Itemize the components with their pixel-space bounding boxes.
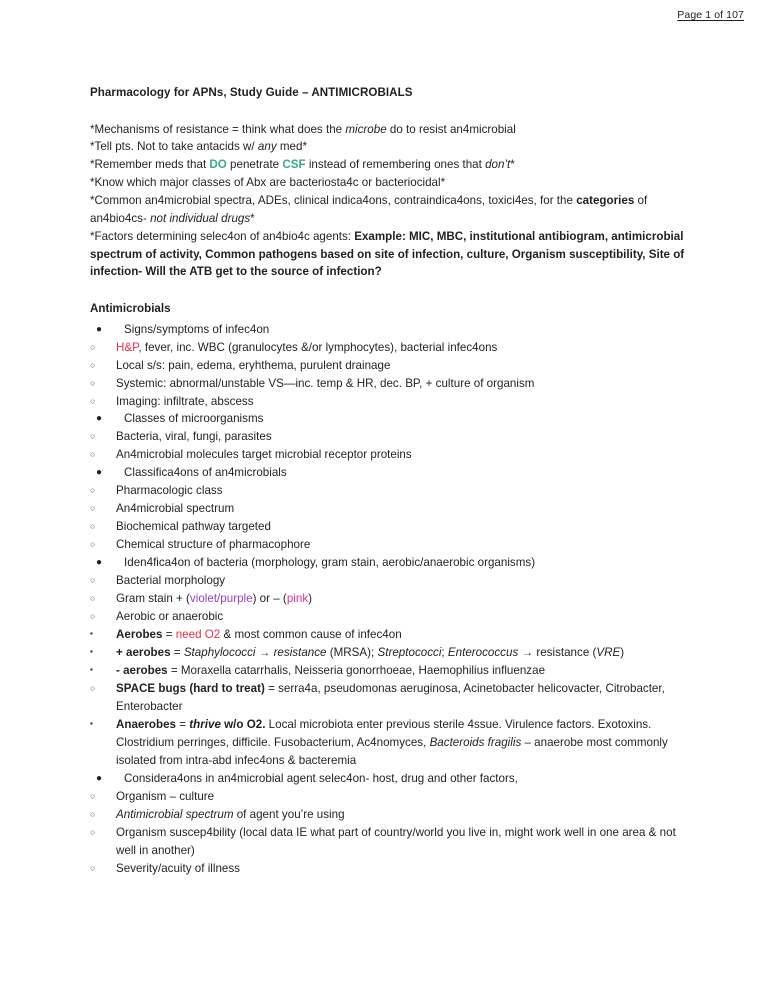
intro-line (90, 138, 690, 156)
text-run: (MRSA); (326, 646, 378, 660)
outline-item-l2 (90, 806, 690, 824)
outline-item-text (116, 590, 690, 608)
text-run: ) (308, 592, 312, 606)
text-run: resistance ( (536, 646, 597, 660)
outline-item-l3 (90, 644, 690, 662)
text-run: Example: MIC, MBC, institutional antibiogram, antimicrobial spectrum of activity, Common pathogens based on site of infection, culture, Organism susceptibility, Site of infection- Will the ATB get to the source of infection? (90, 229, 685, 279)
outline-sublist-l3 (90, 716, 690, 770)
bullet-marker-l1-icon: ● (96, 772, 103, 784)
text-run: ) or – ( (252, 592, 287, 606)
outline-item-l2 (90, 375, 690, 393)
text-run: Bacteria, viral, fungi, parasites (116, 430, 272, 444)
intro-line (90, 228, 690, 282)
bullet-marker-l2-icon: ○ (90, 503, 96, 514)
intro-line (90, 121, 690, 139)
text-run: Staphylococci (183, 646, 256, 660)
bullet-marker-l2-icon: ○ (90, 790, 96, 801)
outline-item-text (116, 446, 690, 464)
outline-item-text (116, 824, 690, 860)
outline-item-l2 (90, 860, 690, 878)
text-run: of agent you’re using (233, 807, 345, 821)
outline-item-l1 (96, 464, 690, 482)
text-run: H&P (116, 340, 139, 354)
outline-item-text (124, 464, 690, 482)
text-run: Local s/s: pain, edema, eryhthema, purulent drainage (116, 358, 391, 372)
text-run: = (162, 628, 176, 642)
text-run: Signs/symptoms of infec4on (124, 322, 270, 336)
bullet-marker-l2-icon: ○ (90, 431, 96, 442)
text-run: *Factors determining selec4on of an4bio4c agents: (90, 229, 355, 243)
text-run: → (518, 646, 537, 660)
intro-line (90, 156, 690, 174)
text-run: microbe (345, 122, 387, 136)
outline-item-l2 (90, 680, 690, 716)
text-run: *Mechanisms of resistance = think what does the (90, 122, 346, 136)
bullet-marker-l2-icon: ○ (90, 808, 96, 819)
text-run: med* (276, 140, 307, 154)
text-run: An4microbial molecules target microbial receptor proteins (116, 448, 412, 462)
outline-item-text (124, 321, 690, 339)
text-run: , fever, inc. WBC (granulocytes &/or lymphocytes), bacterial infec4ons (138, 340, 498, 354)
intro-line (90, 174, 690, 192)
text-run: Severity/acuity of illness (116, 861, 240, 875)
text-run: thrive (189, 717, 221, 731)
text-run: Imaging: infiltrate, abscess (116, 394, 254, 408)
outline-item-text (116, 608, 690, 626)
text-run: Antimicrobial spectrum (116, 807, 234, 821)
text-run: & most common cause of infec4on (220, 628, 402, 642)
text-run: – anaerobe most commonly isolated from intra-abd infec4ons & bacteremia (116, 735, 668, 767)
bullet-marker-l2-icon: ○ (90, 593, 96, 604)
outline-sublist-l2 (90, 482, 690, 554)
text-run: → (255, 646, 274, 660)
bullet-marker-l2-icon: ○ (90, 395, 96, 406)
outline-sublist-l2 (90, 788, 690, 878)
bullet-marker-l2-icon: ○ (90, 575, 96, 586)
outline-item-text (116, 500, 690, 518)
text-run: SPACE bugs (hard to treat) (116, 682, 265, 695)
bullet-marker-l2-icon: ○ (90, 341, 96, 352)
outline-item-text (116, 428, 690, 446)
document-body (90, 85, 690, 878)
outline-item-l2 (90, 339, 690, 357)
outline-item-l2 (90, 608, 690, 626)
bullet-marker-l2-icon: ○ (90, 359, 96, 370)
text-run: Bacteroids fragilis (429, 735, 522, 749)
bullet-marker-l3-icon: ▪ (90, 629, 93, 639)
outline-item-l2 (90, 446, 690, 464)
text-run: *Know which major classes of Abx are bacteriosta4c or bacteriocidal* (90, 176, 446, 190)
outline-item-text (116, 393, 690, 411)
text-run: Local microbiota enter previous sterile 4ssue. Virulence factors. Exotoxins. Clostridium perringes, difficile. Fusobacterium, Ac4nomyces, (116, 717, 652, 749)
text-run: any (257, 140, 277, 154)
intro-line (90, 192, 690, 228)
bullet-marker-l3-icon: ▪ (90, 665, 93, 675)
text-run: Classes of microorganisms (124, 412, 264, 426)
text-run: An4microbial spectrum (116, 502, 235, 516)
bullet-marker-l2-icon: ○ (90, 377, 96, 388)
text-run: categories (576, 194, 635, 208)
text-run: Anaerobes (116, 717, 177, 731)
outline-item-text (116, 860, 690, 878)
outline-sublist-l2 (90, 428, 690, 464)
text-run: * (510, 158, 515, 172)
outline-item-text (116, 357, 690, 375)
text-run: Considera4ons in an4microbial agent selec4on- host, drug and other factors, (124, 771, 518, 785)
text-run: *Tell pts. Not to take antacids w/ (90, 140, 258, 154)
text-run: do to resist an4microbial (386, 122, 516, 136)
outline-item-l2 (90, 536, 690, 554)
outline-item-l2 (90, 500, 690, 518)
text-run: Gram stain + ( (116, 592, 190, 606)
bullet-marker-l2-icon: ○ (90, 611, 96, 622)
bullet-marker-l3-icon: ▪ (90, 718, 93, 728)
text-run: Streptococci (377, 646, 442, 660)
bullet-marker-l2-icon: ○ (90, 683, 96, 693)
outline-item-l2 (90, 590, 690, 608)
bullet-marker-l1-icon: ● (96, 413, 103, 425)
text-run: Pharmacologic class (116, 484, 223, 498)
outline-item-text (124, 770, 690, 788)
bullet-marker-l2-icon: ○ (90, 826, 96, 837)
bullet-marker-l2-icon: ○ (90, 862, 96, 873)
text-run: Organism suscep4bility (local data IE what part of country/world you live in, might work well in one area & not well in another) (116, 825, 676, 857)
text-run: = (170, 646, 184, 660)
bullet-marker-l2-icon: ○ (90, 539, 96, 550)
text-run: *Common an4microbial spectra, ADEs, clinical indica4ons, contraindica4ons, toxici4es, for the (90, 194, 577, 208)
outline-sublist-l3 (90, 626, 690, 680)
document-title: Pharmacology for APNs, Study Guide – ANTIMICROBIALS (90, 86, 413, 99)
outline-item-l3 (90, 662, 690, 680)
text-run: ; (441, 646, 448, 660)
outline-item-l2 (90, 788, 690, 806)
text-run: of an4bio4cs- (90, 194, 648, 225)
section-heading-antimicrobials: Antimicrobials (90, 302, 171, 316)
text-run: Enterococcus (447, 646, 519, 660)
text-run: Biochemical pathway targeted (116, 520, 271, 534)
text-run: - aerobes (116, 664, 168, 678)
outline-item-l2 (90, 482, 690, 500)
outline-item-text (116, 662, 690, 680)
text-run: + aerobes (116, 646, 171, 660)
text-run: not individual drugs (150, 211, 251, 225)
outline-item-l1 (96, 410, 690, 428)
outline-item-text (116, 375, 690, 393)
text-run: need O2 (175, 628, 221, 642)
outline-item-l3 (90, 716, 690, 770)
outline-item-l2 (90, 428, 690, 446)
text-run: Chemical structure of pharmacophore (116, 538, 311, 552)
text-run: = serra4a, pseudomonas aeruginosa, Acinetobacter helicovacter, Citrobacter, Enterobacter (116, 682, 665, 713)
outline-item-l2 (90, 518, 690, 536)
outline-item-text (116, 626, 690, 644)
bullet-marker-l1-icon: ● (96, 467, 103, 479)
outline-item-text (116, 716, 690, 770)
bullet-marker-l1-icon: ● (96, 557, 103, 569)
text-run: *Remember meds that (90, 158, 210, 172)
outline-item-text (116, 482, 690, 500)
outline-item-l3 (90, 626, 690, 644)
text-run: Aerobes (116, 628, 163, 642)
text-run: instead of remembering ones that (305, 158, 486, 172)
text-run: Bacterial morphology (116, 574, 226, 588)
text-run: ) (620, 646, 625, 660)
outline-item-l1 (96, 554, 690, 572)
text-run: Organism – culture (116, 789, 215, 803)
text-run: Aerobic or anaerobic (116, 610, 224, 624)
text-run: don’t (485, 158, 511, 172)
outline-item-l2 (90, 824, 690, 860)
text-run: pink (286, 592, 309, 606)
bullet-marker-l2-icon: ○ (90, 449, 96, 460)
outline-item-text (116, 518, 690, 536)
outline-item-l1 (96, 321, 690, 339)
outline-item-text (116, 788, 690, 806)
text-run: DO (209, 158, 227, 172)
outline-item-text (116, 572, 690, 590)
outline-item-text (116, 806, 690, 824)
text-run: violet/purple (189, 592, 253, 606)
outline-item-l2 (90, 572, 690, 590)
bullet-marker-l2-icon: ○ (90, 521, 96, 532)
text-run: Systemic: abnormal/unstable VS—inc. temp & HR, dec. BP, + culture of organism (116, 376, 535, 390)
outline-item-text (124, 554, 690, 572)
intro-star-lines (90, 121, 690, 282)
text-run: Iden4fica4on of bacteria (morphology, gram stain, aerobic/anaerobic organisms) (124, 556, 536, 570)
bullet-marker-l1-icon: ● (96, 323, 103, 335)
outline-item-text (116, 536, 690, 554)
outline-list (90, 321, 690, 878)
text-run: CSF (282, 158, 306, 172)
outline-sublist-l2 (90, 572, 690, 770)
text-run: VRE (596, 646, 621, 660)
text-run: penetrate (226, 158, 283, 172)
page-number-header: Page 1 of 107 (677, 9, 744, 21)
text-run: = Moraxella catarrhalis, Neisseria gonorrhoeae, Haemophilius influenzae (167, 664, 546, 678)
outline-item-text (124, 410, 690, 428)
outline-item-text (116, 644, 690, 662)
outline-item-l1 (96, 770, 690, 788)
text-run: * (250, 211, 255, 225)
text-run: w/o O2. (220, 717, 266, 731)
outline-item-l2 (90, 393, 690, 411)
outline-item-l2 (90, 357, 690, 375)
bullet-marker-l2-icon: ○ (90, 485, 96, 496)
outline-item-text (116, 680, 690, 716)
bullet-marker-l3-icon: ▪ (90, 647, 93, 657)
text-run: resistance (273, 646, 327, 660)
text-run: Classifica4ons of an4microbials (124, 466, 287, 480)
text-run: = (176, 717, 190, 731)
outline-item-text (116, 339, 690, 357)
outline-sublist-l2 (90, 339, 690, 411)
